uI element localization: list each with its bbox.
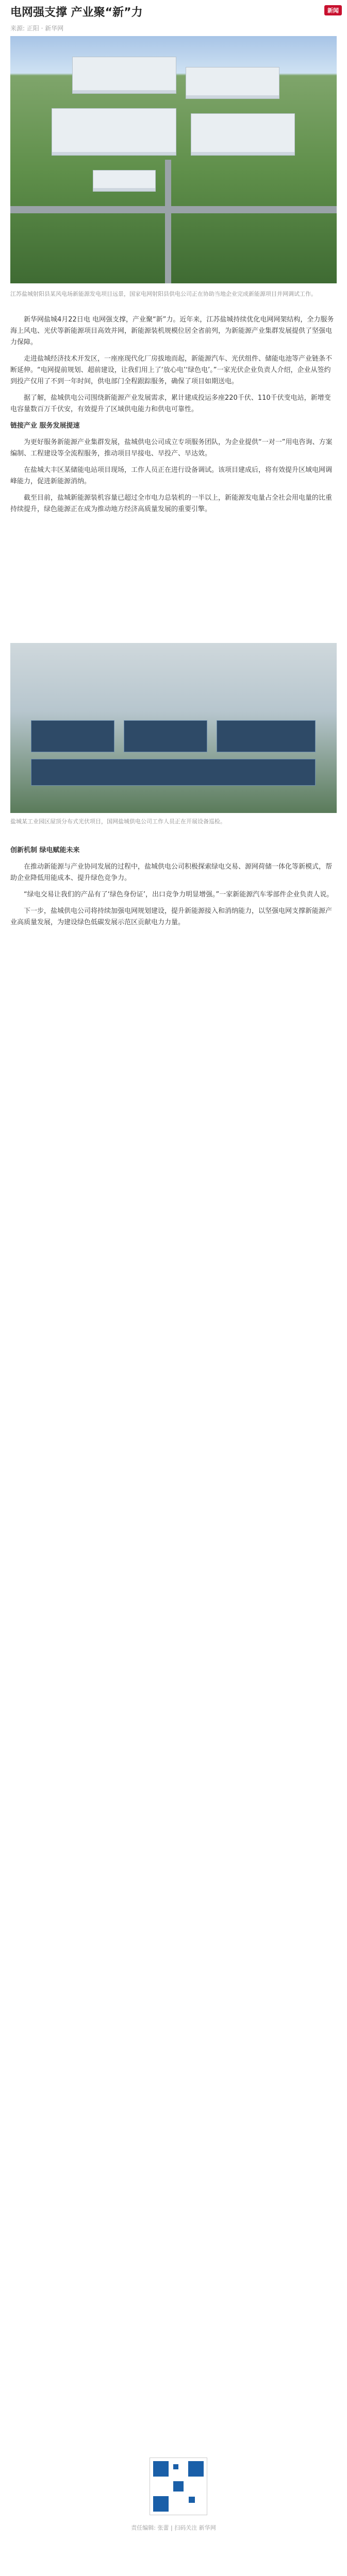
news-badge: 新闻 xyxy=(324,5,342,15)
paragraph: 截至目前，盐城新能源装机容量已超过全市电力总装机的一半以上，新能源发电量占全社会用电量的比重持续提升，绿色能源正在成为推动地方经济高质量发展的重要引擎。 xyxy=(10,494,333,513)
section-heading: 创新机制 绿电赋能未来 xyxy=(10,846,80,854)
solar-rooftop-photo xyxy=(10,643,337,813)
article-title: 电网强支撑 产业聚“新”力 xyxy=(10,6,143,19)
qr-code-icon xyxy=(150,2458,207,2515)
section-heading: 链接产业 服务发展提速 xyxy=(10,422,80,430)
paragraph: 走进盐城经济技术开发区，一座座现代化厂房拔地而起，新能源汽车、光伏组件、储能电池等产业链条不断延伸。“电网提前规划、超前建设，让我们用上了‘放心电’‘绿色电’。”一家光伏企业负责人介绍，企业从签约到投产仅用了不到一年时间，供电部门全程跟踪服务，确保了项目如期送电。 xyxy=(10,355,333,385)
wind-farm-photo xyxy=(10,36,337,283)
paragraph: “绿电交易让我们的产品有了‘绿色身份证’，出口竞争力明显增强。”一家新能源汽车零部件企业负责人说。 xyxy=(24,891,334,899)
paragraph: 在盐城大丰区某储能电站项目现场，工作人员正在进行设备调试。该项目建成后，将有效提升区域电网调峰能力，促进新能源消纳。 xyxy=(10,466,333,485)
article-body-continued xyxy=(10,845,337,934)
article-footer: 责任编辑: 张蕾 | 扫码关注 新华网 xyxy=(131,2524,216,2531)
photo2-caption: 盐城某工业园区屋顶分布式光伏项目，国网盐城供电公司工作人员正在开展设备巡检。 xyxy=(10,818,226,825)
article-source: 来源: 正阳 · 新华网 xyxy=(10,25,64,32)
photo-caption: 江苏盐城射阳县某风电场新能源发电项目远景，国家电网射阳县供电公司正在协助当地企业完成新能源项目并网调试工作。 xyxy=(10,291,317,297)
paragraph: 为更好服务新能源产业集群发展，盐城供电公司成立专项服务团队，为企业提供“一对一”用电咨询、方案编制、工程建设等全流程服务，推动项目早接电、早投产、早达效。 xyxy=(10,438,333,457)
paragraph: 据了解，盐城供电公司围绕新能源产业发展需求，累计建成投运多座220千伏、110千伏变电站，新增变电容量数百万千伏安，有效提升了区域供电能力和供电可靠性。 xyxy=(10,394,331,413)
paragraph: 在推动新能源与产业协同发展的过程中，盐城供电公司积极探索绿电交易、源网荷储一体化等新模式，帮助企业降低用能成本、提升绿色竞争力。 xyxy=(10,863,333,882)
paragraph: 新华网盐城4月22日电 电网强支撑，产业聚“新”力。近年来，江苏盐城持续优化电网网架结构，全力服务海上风电、光伏等新能源项目高效并网，新能源装机规模位居全省前列，为新能源产业集群发展提供了坚强电力保障。 xyxy=(10,316,334,346)
paragraph: 下一步，盐城供电公司将持续加强电网规划建设，提升新能源接入和消纳能力，以坚强电网支撑新能源产业高质量发展，为建设绿色低碳发展示范区贡献电力力量。 xyxy=(10,907,333,926)
article-body xyxy=(10,314,337,520)
